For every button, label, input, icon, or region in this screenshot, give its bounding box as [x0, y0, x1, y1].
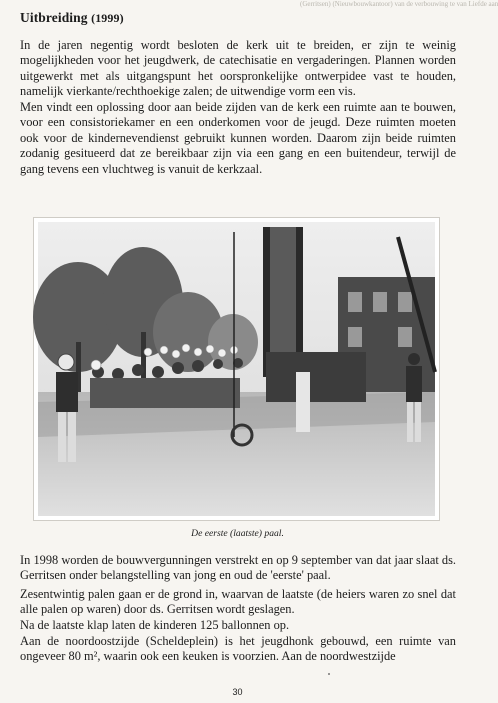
photo-caption: De eerste (laatste) paal.: [191, 528, 284, 539]
paragraph-solution: Men vindt een oplossing door aan beide zijden van de kerk een ruimte aan te bouwen, voor een consistoriekamer en een onderkomen voor de jeugd. Deze ruimten moeten ook voor de kindernevendienst gebruikt kunnen worden. Daarom zijn beide ruimten zodanig gesitueerd dat ze bereikbaar zijn via een gang en een buitendeur, terwijl de gang tevens een vluchtweg is vanuit de kerkzaal.: [20, 100, 456, 176]
page-number: 30: [232, 687, 243, 697]
paragraph-intro: In de jaren negentig wordt besloten de kerk uit te breiden, er zijn te weinig mogelijkheden voor het jeugdwerk, de catechisatie en vergaderingen. Plannen worden uitgewerkt met als uitgangspunt het oorspronkelijke ontwerpidee vast te houden, namelijk vierkante/rechthoekige zalen; de uitwendige vorm een vis.: [20, 38, 456, 99]
paragraph-balloons: Na de laatste klap laten de kinderen 125 ballonnen op.: [20, 618, 290, 632]
paragraph-youth-room: Aan de noordoostzijde (Scheldeplein) is het jeugdhonk gebouwd, een ruimte van ongeveer 80 m², waarin ook een keuken is voorzien. Aan de noordwestzijde: [20, 634, 456, 664]
bleed-through-text: (Gerritsen) (Nieuwbouwkantoor) van de verbouwing te van Liefde aan: [300, 0, 498, 8]
heading-title: Uitbreiding: [20, 10, 88, 25]
scan-speck: [328, 673, 330, 675]
paragraph-permits: In 1998 worden de bouwvergunningen verstrekt en op 9 september van dat jaar slaat ds. Gerritsen onder belangstelling van jong en oud de 'eerste' paal.: [20, 553, 456, 583]
section-heading: [20, 10, 124, 26]
photo-frame: [33, 217, 440, 521]
heading-year: (1999): [91, 11, 124, 25]
paragraph-piles: Zesentwintig palen gaan er de grond in, waarvan de laatste (de heiers waren zo snel dat alle palen op waren) door ds. Gerritsen wordt geslagen.: [20, 587, 456, 617]
pile-driving-photo: [38, 222, 435, 516]
